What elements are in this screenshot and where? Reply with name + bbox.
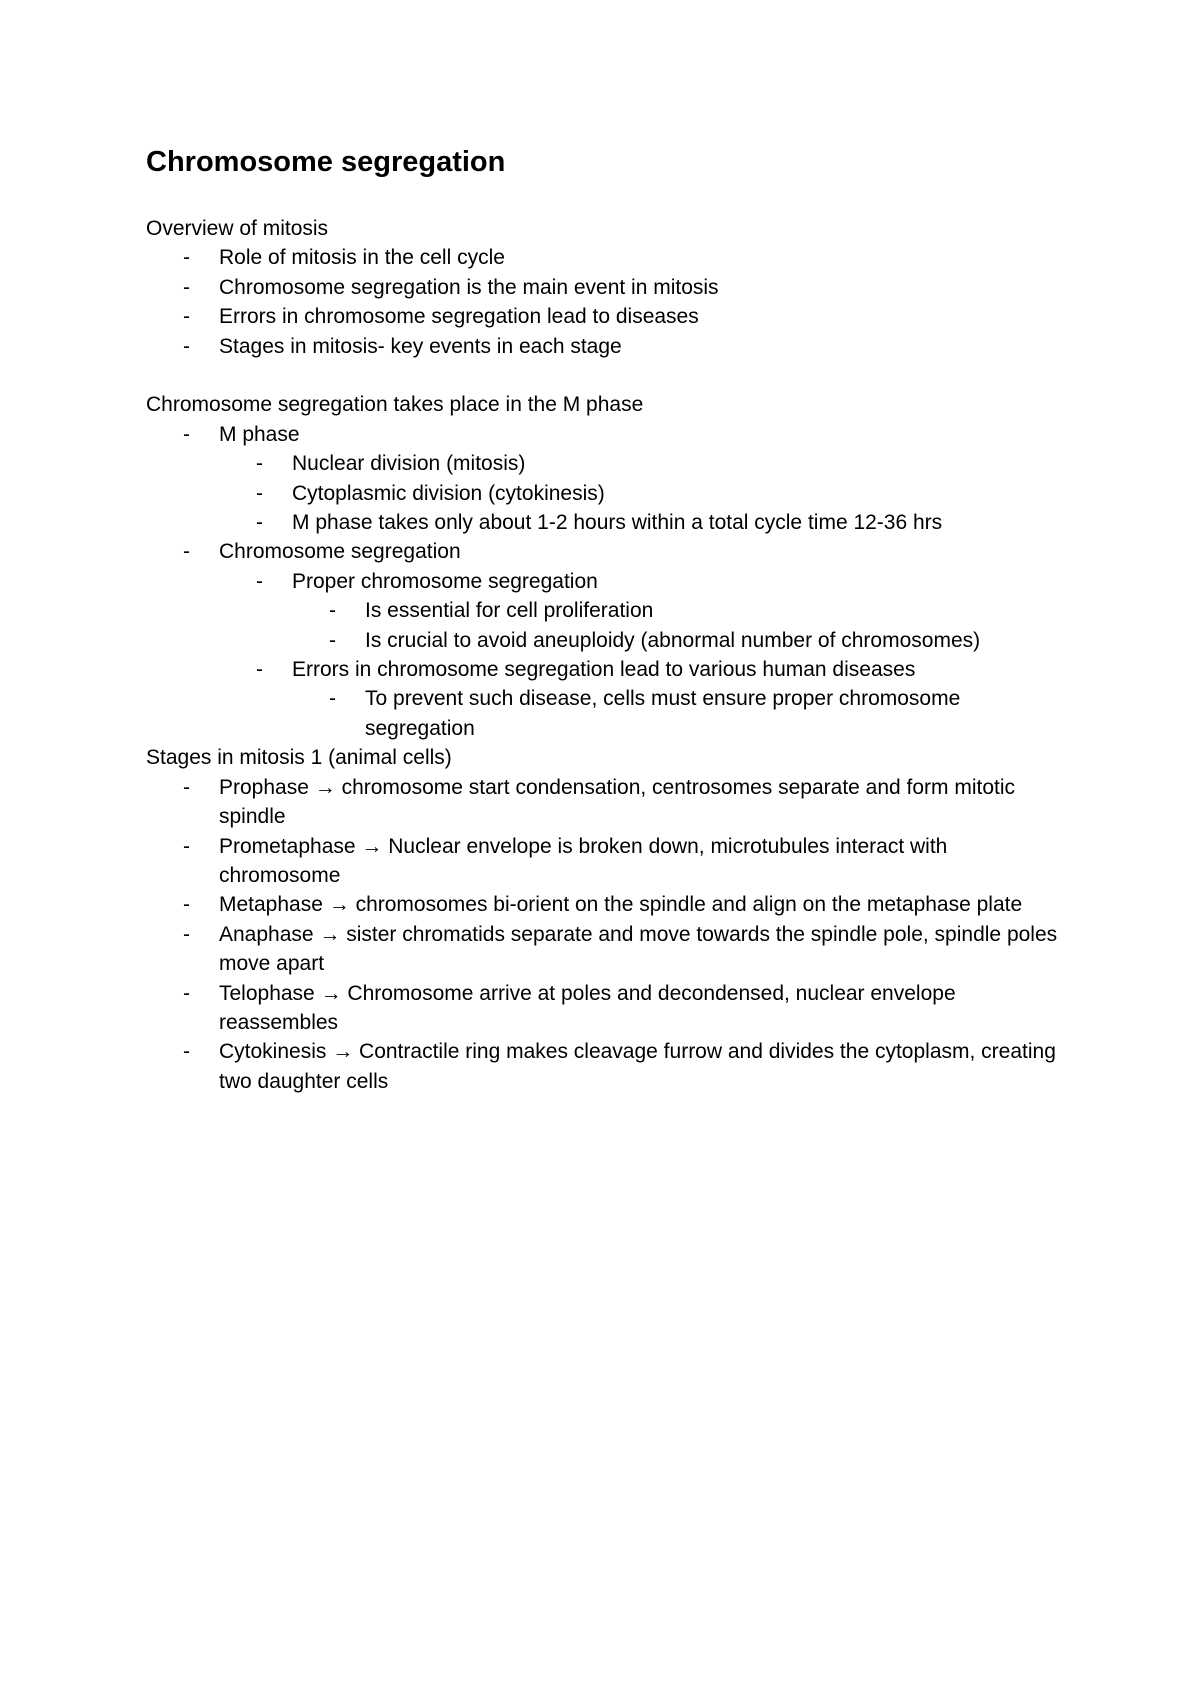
list-item-text: Metaphase → chromosomes bi-orient on the spindle and align on the metaphase plate — [219, 893, 1023, 917]
bullet-dash: - — [256, 569, 263, 593]
bullet-dash: - — [183, 275, 190, 299]
bullet-dash: - — [256, 452, 263, 476]
paragraph-gap — [146, 361, 1066, 390]
bullet-dash: - — [183, 922, 190, 946]
bullet-dash: - — [183, 1040, 190, 1064]
section-heading: Overview of mitosis — [146, 217, 329, 240]
section-heading: Stages in mitosis 1 (animal cells) — [146, 746, 452, 770]
list-item-text: Is essential for cell proliferation — [365, 599, 654, 623]
list-item — [146, 302, 1066, 331]
list-item-text: To prevent such disease, cells must ensure proper chromosome segregation — [365, 687, 961, 740]
bullet-dash: - — [329, 599, 336, 623]
list-item-text: Is crucial to avoid aneuploidy (abnormal number of chromosomes) — [365, 628, 981, 652]
list-item-text: M phase — [219, 422, 300, 446]
list-item — [146, 449, 1066, 478]
section-heading: Chromosome segregation takes place in the M phase — [146, 393, 644, 417]
list-item — [146, 773, 1066, 832]
bullet-list — [146, 420, 1066, 743]
bullet-dash: - — [183, 834, 190, 858]
list-item-text: Prophase → chromosome start condensation, centrosomes separate and form mitotic spindle — [219, 775, 1016, 829]
bullet-list — [146, 773, 1066, 1096]
list-item-text: Cytokinesis → Contractile ring makes cleavage furrow and divides the cytoplasm, creating two daughter cells — [219, 1040, 1056, 1093]
list-item — [146, 890, 1066, 919]
bullet-dash: - — [183, 775, 190, 799]
list-item — [146, 596, 1066, 625]
list-item — [146, 920, 1066, 979]
list-item — [146, 567, 1066, 596]
bullet-dash: - — [183, 893, 190, 917]
list-item — [146, 1037, 1066, 1096]
list-item-text: Proper chromosome segregation — [292, 569, 598, 593]
list-item — [146, 537, 1066, 566]
bullet-dash: - — [329, 628, 336, 652]
list-item — [146, 243, 1066, 272]
bullet-dash: - — [329, 687, 336, 711]
bullet-dash: - — [183, 422, 190, 446]
list-item — [146, 479, 1066, 508]
list-item — [146, 979, 1066, 1038]
list-item — [146, 655, 1066, 684]
bullet-dash: - — [256, 511, 263, 535]
list-item — [146, 273, 1066, 302]
list-item-text: Nuclear division (mitosis) — [292, 452, 526, 476]
list-item-text: Cytoplasmic division (cytokinesis) — [292, 481, 605, 505]
list-item-text: Errors in chromosome segregation lead to various human diseases — [292, 658, 916, 682]
section-stages — [146, 743, 1066, 1096]
bullet-dash: - — [183, 334, 190, 358]
section-overview — [146, 214, 1066, 361]
list-item-text: Stages in mitosis- key events in each stage — [219, 334, 622, 358]
list-item — [146, 626, 1066, 655]
list-item-text: Anaphase → sister chromatids separate and move towards the spindle pole, spindle poles move apart — [219, 922, 1058, 976]
list-item — [146, 508, 1066, 537]
list-item-text: Chromosome segregation is the main event in mitosis — [219, 275, 719, 299]
list-item — [146, 684, 1066, 743]
list-item — [146, 832, 1066, 891]
document-body — [146, 214, 1066, 1096]
list-item-text: Role of mitosis in the cell cycle — [219, 246, 505, 270]
list-item — [146, 420, 1066, 449]
bullet-list — [146, 243, 1066, 361]
list-item-text: Chromosome segregation — [219, 540, 461, 564]
bullet-dash: - — [183, 246, 190, 270]
document-title: Chromosome segregation — [146, 146, 506, 178]
bullet-dash: - — [256, 481, 263, 505]
section-m-phase — [146, 390, 1066, 743]
list-item-text: Prometaphase → Nuclear envelope is broken down, microtubules interact with chromosome — [219, 834, 948, 887]
bullet-dash: - — [256, 658, 263, 682]
list-item — [146, 332, 1066, 361]
list-item-text: M phase takes only about 1-2 hours within a total cycle time 12-36 hrs — [292, 511, 943, 535]
list-item-text: Telophase → Chromosome arrive at poles and decondensed, nuclear envelope reassembles — [219, 981, 956, 1034]
bullet-dash: - — [183, 981, 190, 1005]
list-item-text: Errors in chromosome segregation lead to diseases — [219, 305, 699, 329]
bullet-dash: - — [183, 305, 190, 329]
bullet-dash: - — [183, 540, 190, 564]
